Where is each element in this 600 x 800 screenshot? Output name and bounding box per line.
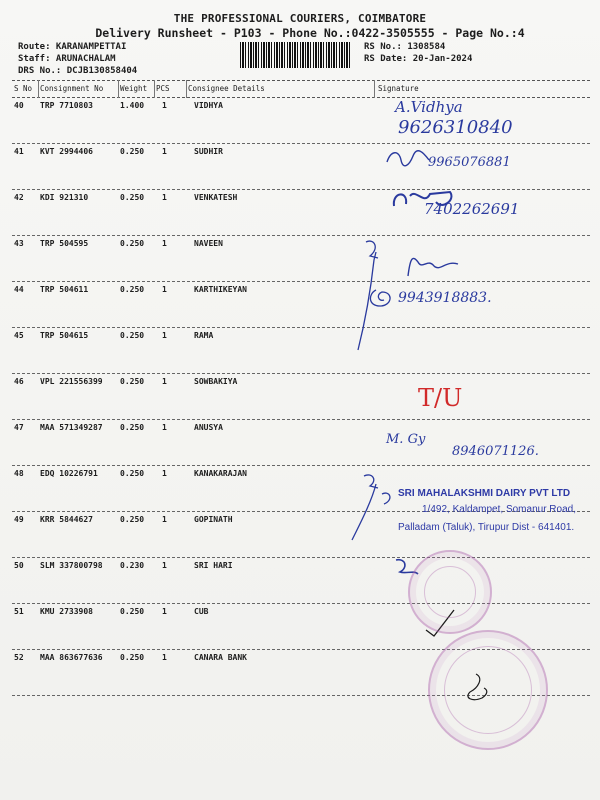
company-stamp-line2: 1/492, Kaldampet, Somanur Road,: [422, 504, 576, 515]
weight-cell: 0.250: [120, 285, 145, 294]
seal-stamp: [408, 550, 492, 634]
consignee-cell: VENKATESH: [194, 193, 238, 202]
weight-cell: 0.250: [120, 423, 145, 432]
sno-cell: 52: [14, 653, 24, 662]
weight-cell: 1.400: [120, 101, 145, 110]
table-header: [12, 80, 590, 98]
signature-anusya-phone: 8946071126.: [452, 444, 539, 459]
weight-cell: 0.250: [120, 469, 145, 478]
table-row: [12, 557, 590, 604]
sno-cell: 44: [14, 285, 24, 294]
signature-sudhir-phone: 9965076881: [428, 155, 511, 170]
consignee-cell: ANUSYA: [194, 423, 223, 432]
bank-seal-stamp: [428, 630, 548, 750]
signature-venkatesh-phone: 7402262691: [424, 200, 520, 218]
consignee-cell: NAVEEN: [194, 239, 223, 248]
company-title: THE PROFESSIONAL COURIERS, COIMBATORE: [173, 12, 427, 25]
consignee-cell: GOPINATH: [194, 515, 233, 524]
sno-cell: 47: [14, 423, 24, 432]
pcs-cell: 1: [162, 469, 167, 478]
sno-cell: 51: [14, 607, 24, 616]
rs-date: RS Date: 20-Jan-2024: [364, 54, 473, 64]
drs-number: DRS No.: DCJB130858404: [18, 66, 138, 76]
pcs-cell: 1: [162, 147, 167, 156]
weight-cell: 0.250: [120, 607, 145, 616]
header-divider: [154, 80, 155, 98]
barcode: [240, 42, 352, 68]
consignment-cell: KRR 5844627: [40, 515, 93, 524]
signature-vidhya-phone: 9626310840: [398, 117, 513, 138]
signature-naveen-initials: [404, 250, 464, 280]
rs-number: RS No.: 1308584: [364, 42, 446, 52]
col-weight: Weight: [120, 84, 148, 93]
runsheet-title: Delivery Runsheet - P103 - Phone No.:0422-3505555 - Page No.:4: [95, 26, 525, 40]
pcs-cell: 1: [162, 101, 167, 110]
weight-cell: 0.250: [120, 515, 145, 524]
signature-vidhya-name: A.Vidhya: [395, 98, 463, 116]
consignee-cell: CUB: [194, 607, 209, 616]
consignment-cell: KDI 921310: [40, 193, 89, 202]
col-consignment: Consignment No: [40, 84, 104, 93]
consignee-cell: VIDHYA: [194, 101, 223, 110]
pcs-cell: 1: [162, 515, 167, 524]
pcs-cell: 1: [162, 561, 167, 570]
consignment-cell: KVT 2994406: [40, 147, 93, 156]
header-divider: [38, 80, 39, 98]
header-divider: [374, 80, 375, 98]
pcs-cell: 1: [162, 423, 167, 432]
company-stamp-line3: Palladam (Taluk), Tirupur Dist - 641401.: [398, 522, 575, 533]
col-pcs: PCS: [156, 84, 170, 93]
table-row: [12, 281, 590, 328]
pcs-cell: 1: [162, 239, 167, 248]
sno-cell: 40: [14, 101, 24, 110]
col-sno: S No: [14, 84, 33, 93]
sno-cell: 46: [14, 377, 24, 386]
consignment-cell: SLM 337800798: [40, 561, 103, 570]
consignment-cell: EDQ 10226791: [40, 469, 98, 478]
consignment-cell: KMU 2733908: [40, 607, 93, 616]
table-row: [12, 511, 590, 558]
sno-cell: 50: [14, 561, 24, 570]
signature-anusya-name: M. Gy: [386, 432, 426, 447]
consignee-cell: SUDHIR: [194, 147, 223, 156]
consignment-cell: VPL 221556399: [40, 377, 103, 386]
consignee-cell: CANARA BANK: [194, 653, 247, 662]
weight-cell: 0.250: [120, 147, 145, 156]
pcs-cell: 1: [162, 331, 167, 340]
consignee-cell: KANAKARAJAN: [194, 469, 247, 478]
consignment-cell: TRP 504611: [40, 285, 89, 294]
pcs-cell: 1: [162, 285, 167, 294]
sno-cell: 41: [14, 147, 24, 156]
col-consignee: Consignee Details: [188, 84, 265, 93]
sno-cell: 49: [14, 515, 24, 524]
consignee-cell: SOWBAKIYA: [194, 377, 238, 386]
table-row: [12, 373, 590, 420]
weight-cell: 0.230: [120, 561, 145, 570]
consignee-cell: RAMA: [194, 331, 214, 340]
route-label: Route: KARANAMPETTAI: [18, 42, 127, 52]
table-row: [12, 327, 590, 374]
header-divider: [118, 80, 119, 98]
sno-cell: 43: [14, 239, 24, 248]
pcs-cell: 1: [162, 193, 167, 202]
signature-karthikeyan-phone: 9943918883.: [398, 290, 492, 306]
weight-cell: 0.250: [120, 331, 145, 340]
sno-cell: 48: [14, 469, 24, 478]
weight-cell: 0.250: [120, 377, 145, 386]
weight-cell: 0.250: [120, 239, 145, 248]
weight-cell: 0.250: [120, 193, 145, 202]
table-row: [12, 235, 590, 282]
weight-cell: 0.250: [120, 653, 145, 662]
consignment-cell: MAA 863677636: [40, 653, 103, 662]
pcs-cell: 1: [162, 653, 167, 662]
consignment-cell: TRP 7710803: [40, 101, 93, 110]
sowbakiya-note: T/U: [418, 384, 463, 412]
consignment-cell: MAA 571349287: [40, 423, 103, 432]
signature-karthikeyan-scribble: [366, 286, 400, 310]
consignment-cell: TRP 504595: [40, 239, 89, 248]
consignee-cell: SRI HARI: [194, 561, 233, 570]
signature-kanakarajan-scribble: [342, 470, 402, 546]
header-divider: [186, 80, 187, 98]
company-stamp-line1: SRI MAHALAKSHMI DAIRY PVT LTD: [398, 488, 571, 499]
pcs-cell: 1: [162, 377, 167, 386]
consignment-cell: TRP 504615: [40, 331, 89, 340]
consignee-cell: KARTHIKEYAN: [194, 285, 247, 294]
staff-label: Staff: ARUNACHALAM: [18, 54, 116, 64]
sno-cell: 42: [14, 193, 24, 202]
pcs-cell: 1: [162, 607, 167, 616]
sno-cell: 45: [14, 331, 24, 340]
col-signature: Signature: [378, 84, 419, 93]
